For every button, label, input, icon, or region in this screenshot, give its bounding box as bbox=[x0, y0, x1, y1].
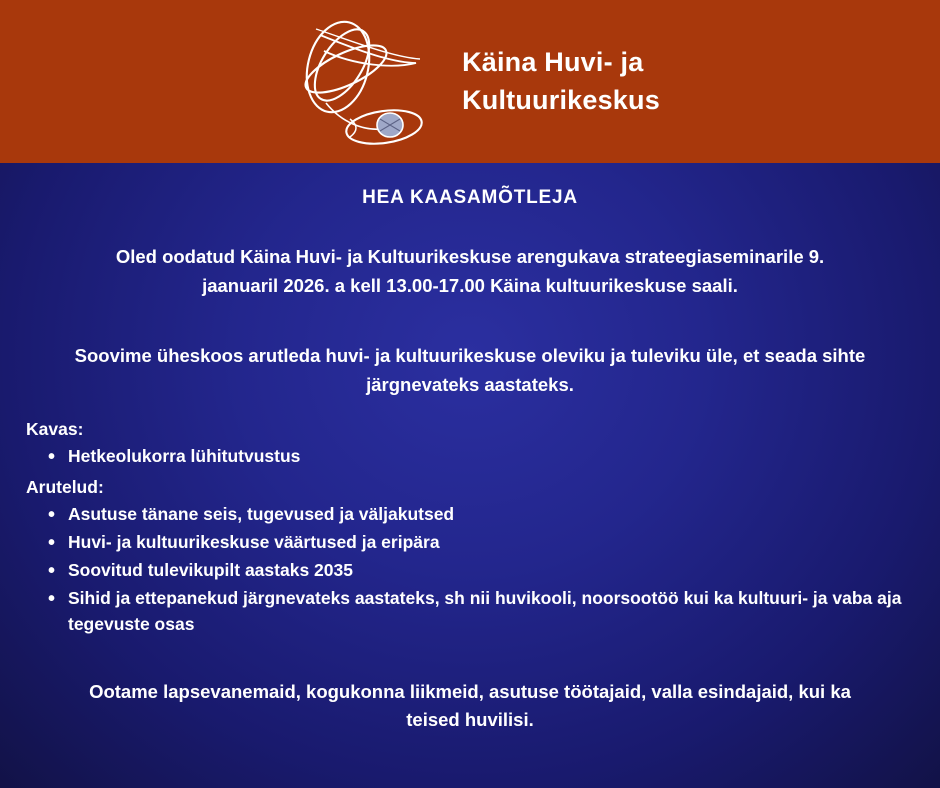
goal-paragraph: Soovime üheskoos arutleda huvi- ja kultuurikeskuse oleviku ja tuleviku üle, et seada sihte järgnevateks aastateks. bbox=[74, 345, 866, 396]
list-item: • Huvi- ja kultuurikeskuse väärtused ja eripära bbox=[44, 530, 918, 556]
invitation-paragraph: Oled oodatud Käina Huvi- ja Kultuurikeskuse arengukava strateegiaseminarile 9. jaanuaril 2026. a kell 13.00-17.00 Käina kultuurikeskuse saali. bbox=[115, 246, 825, 296]
poster-header bbox=[0, 0, 940, 163]
list-item: • Asutuse tänane seis, tugevused ja väljakutsed bbox=[44, 502, 918, 528]
organization-title-line2: Kultuurikeskus bbox=[462, 84, 660, 115]
closing-paragraph: Ootame lapsevanemaid, kogukonna liikmeid, asutuse töötajaid, valla esindajaid, kui ka teised huvilisi. bbox=[89, 680, 851, 731]
agenda-list bbox=[26, 444, 918, 470]
list-item: • Soovitud tulevikupilt aastaks 2035 bbox=[44, 558, 918, 584]
organization-title bbox=[462, 44, 660, 119]
poster-body bbox=[0, 187, 940, 735]
list-item: • Sihid ja ettepanekud järgnevateks aastateks, sh nii huvikooli, noorsootöö kui ka kultuuri- ja vaba aja tegevuste osas bbox=[44, 586, 918, 638]
list-item: • Hetkeolukorra lühitutvustus bbox=[44, 444, 918, 470]
agenda-block bbox=[22, 416, 918, 638]
salutation-text: HEA KAASAMÕTLEJA bbox=[362, 187, 578, 208]
discussion-label: Arutelud: bbox=[26, 476, 104, 497]
organization-title-line1: Käina Huvi- ja bbox=[462, 47, 644, 78]
atom-fish-logo-icon bbox=[280, 7, 440, 157]
discussion-list bbox=[26, 502, 918, 637]
agenda-label: Kavas: bbox=[26, 418, 84, 439]
